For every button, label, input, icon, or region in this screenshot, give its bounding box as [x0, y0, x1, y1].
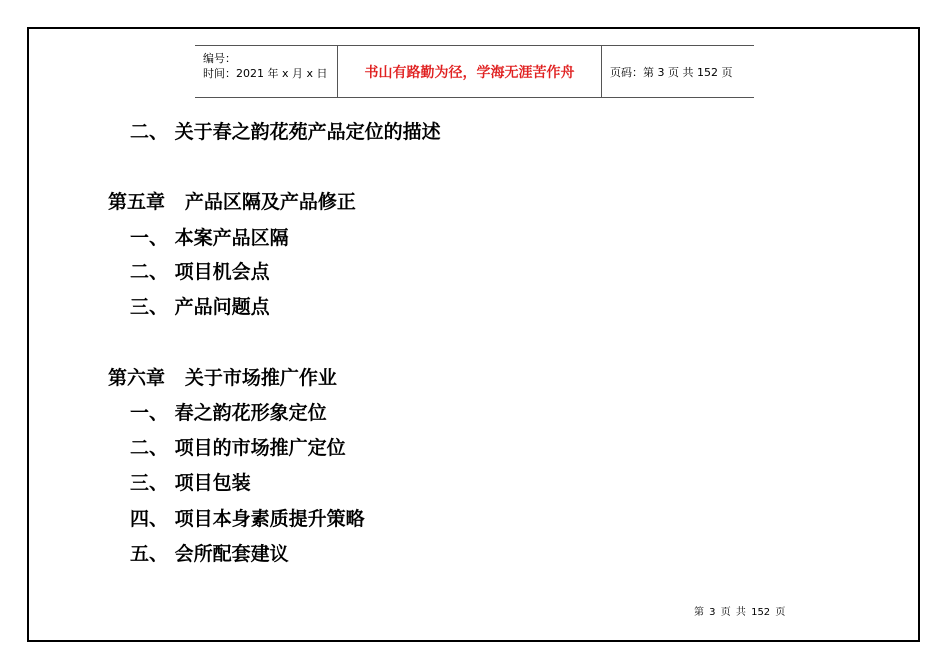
chapter-6-item: 一、 春之韵花形象定位 — [130, 402, 327, 424]
number-label: 编号： — [203, 52, 236, 65]
chapter-5-title: 第五章 产品区隔及产品修正 — [108, 191, 356, 213]
section-description: 二、 关于春之韵花苑产品定位的描述 — [130, 121, 441, 143]
page-footer: 第 3 页 共 152 页 — [694, 607, 786, 618]
chapter-6-item: 五、 会所配套建议 — [130, 543, 289, 565]
header-page-code: 页码：第 3 页 共 152 页 — [610, 65, 733, 79]
chapter-5-item: 二、 项目机会点 — [130, 261, 270, 283]
chapter-5-item: 一、 本案产品区隔 — [130, 227, 289, 249]
header-meta — [195, 46, 337, 97]
chapter-6-item: 四、 项目本身素质提升策略 — [130, 508, 365, 530]
chapter-6-title: 第六章 关于市场推广作业 — [108, 367, 337, 389]
page-header — [195, 45, 754, 98]
chapter-5-item: 三、 产品问题点 — [130, 296, 270, 318]
chapter-6-item: 二、 项目的市场推广定位 — [130, 437, 346, 459]
header-motto: 书山有路勤为径，学海无涯苦作舟 — [337, 46, 602, 97]
chapter-6-item: 三、 项目包装 — [130, 472, 251, 494]
time-label: 时间：2021 年 x 月 x 日 — [203, 67, 328, 80]
